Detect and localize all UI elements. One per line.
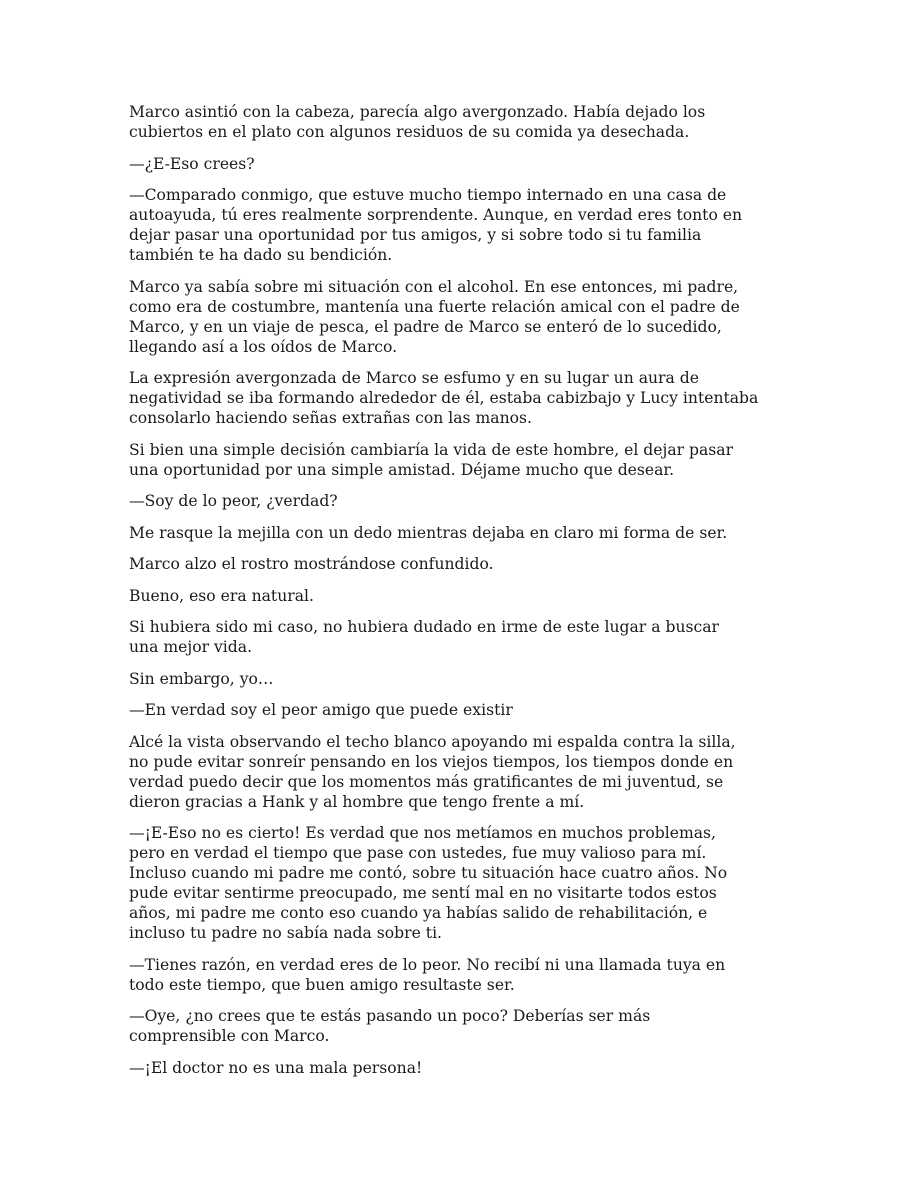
text-line: autoayuda, tú eres realmente sorprendente. Aunque, en verdad eres tonto en <box>129 206 743 224</box>
text-line: —En verdad soy el peor amigo que puede existir <box>129 701 513 719</box>
document-page <box>129 102 779 1089</box>
paragraph <box>129 185 779 265</box>
text-line: dejar pasar una oportunidad por tus amigos, y si sobre todo si tu familia <box>129 226 702 244</box>
text-line: —¿E-Eso crees? <box>129 154 255 173</box>
text-line: Alcé la vista observando el techo blanco apoyando mi espalda contra la silla, <box>129 732 736 751</box>
text-line: Si bien una simple decisión cambiaría la vida de este hombre, el dejar pasar <box>129 440 734 459</box>
text-line: llegando así a los oídos de Marco. <box>129 337 398 356</box>
paragraph <box>129 823 779 943</box>
paragraph <box>129 440 779 480</box>
paragraph <box>129 154 779 174</box>
paragraph <box>129 1058 779 1078</box>
text-line: verdad puedo decir que los momentos más gratificantes de mi juventud, se <box>129 772 724 791</box>
paragraph <box>129 955 779 995</box>
paragraph <box>129 586 779 606</box>
text-line: —¡El doctor no es una mala persona! <box>129 1058 423 1077</box>
text-line: —Tienes razón, en verdad eres de lo peor. No recibí ni una llamada tuya en <box>129 955 726 974</box>
text-line: Me rasque la mejilla con un dedo mientras dejaba en claro mi forma de ser. <box>129 523 728 542</box>
text-line: dieron gracias a Hank y al hombre que tengo frente a mí. <box>129 792 585 811</box>
text-line: pero en verdad el tiempo que pase con ustedes, fue muy valioso para mí. <box>129 844 707 862</box>
paragraph <box>129 523 779 543</box>
text-line: Marco ya sabía sobre mi situación con el alcohol. En ese entonces, mi padre, <box>129 277 739 296</box>
paragraph <box>129 1006 779 1046</box>
text-line: años, mi padre me conto eso cuando ya habías salido de rehabilitación, e <box>129 904 708 922</box>
text-line: también te ha dado su bendición. <box>129 246 393 264</box>
text-line: negatividad se iba formando alrededor de él, estaba cabizbajo y Lucy intentaba <box>129 389 759 407</box>
paragraph <box>129 669 779 689</box>
text-line: una oportunidad por una simple amistad. Déjame mucho que desear. <box>129 460 675 479</box>
paragraph <box>129 732 779 812</box>
text-line: La expresión avergonzada de Marco se esfumo y en su lugar un aura de <box>129 369 699 387</box>
text-line: —Soy de lo peor, ¿verdad? <box>129 492 338 510</box>
text-line: —Oye, ¿no crees que te estás pasando un poco? Deberías ser más <box>129 1007 651 1025</box>
text-line: Sin embargo, yo… <box>129 669 274 688</box>
text-line: Bueno, eso era natural. <box>129 586 314 605</box>
paragraph <box>129 700 779 720</box>
text-line: no pude evitar sonreír pensando en los viejos tiempos, los tiempos donde en <box>129 752 734 771</box>
text-line: una mejor vida. <box>129 638 253 656</box>
text-line: Incluso cuando mi padre me contó, sobre tu situación hace cuatro años. No <box>129 864 728 882</box>
text-line: como era de costumbre, mantenía una fuerte relación amical con el padre de <box>129 297 740 316</box>
text-line: Si hubiera sido mi caso, no hubiera dudado en irme de este lugar a buscar <box>129 618 719 636</box>
paragraph <box>129 102 779 142</box>
text-line: incluso tu padre no sabía nada sobre ti. <box>129 924 443 942</box>
text-line: Marco asintió con la cabeza, parecía algo avergonzado. Había dejado los <box>129 103 706 121</box>
text-line: —¡E-Eso no es cierto! Es verdad que nos metíamos en muchos problemas, <box>129 824 716 842</box>
paragraph <box>129 617 779 657</box>
paragraph <box>129 491 779 511</box>
text-line: Marco, y en un viaje de pesca, el padre de Marco se enteró de lo sucedido, <box>129 317 722 336</box>
text-line: Marco alzo el rostro mostrándose confundido. <box>129 555 494 573</box>
paragraph <box>129 368 779 428</box>
text-line: todo este tiempo, que buen amigo resultaste ser. <box>129 975 515 994</box>
text-line: comprensible con Marco. <box>129 1027 330 1045</box>
paragraph <box>129 554 779 574</box>
text-line: —Comparado conmigo, que estuve mucho tiempo internado en una casa de <box>129 186 727 204</box>
text-line: cubiertos en el plato con algunos residuos de su comida ya desechada. <box>129 123 690 141</box>
text-line: pude evitar sentirme preocupado, me sentí mal en no visitarte todos estos <box>129 884 717 902</box>
text-line: consolarlo haciendo señas extrañas con las manos. <box>129 409 532 427</box>
paragraph <box>129 277 779 357</box>
